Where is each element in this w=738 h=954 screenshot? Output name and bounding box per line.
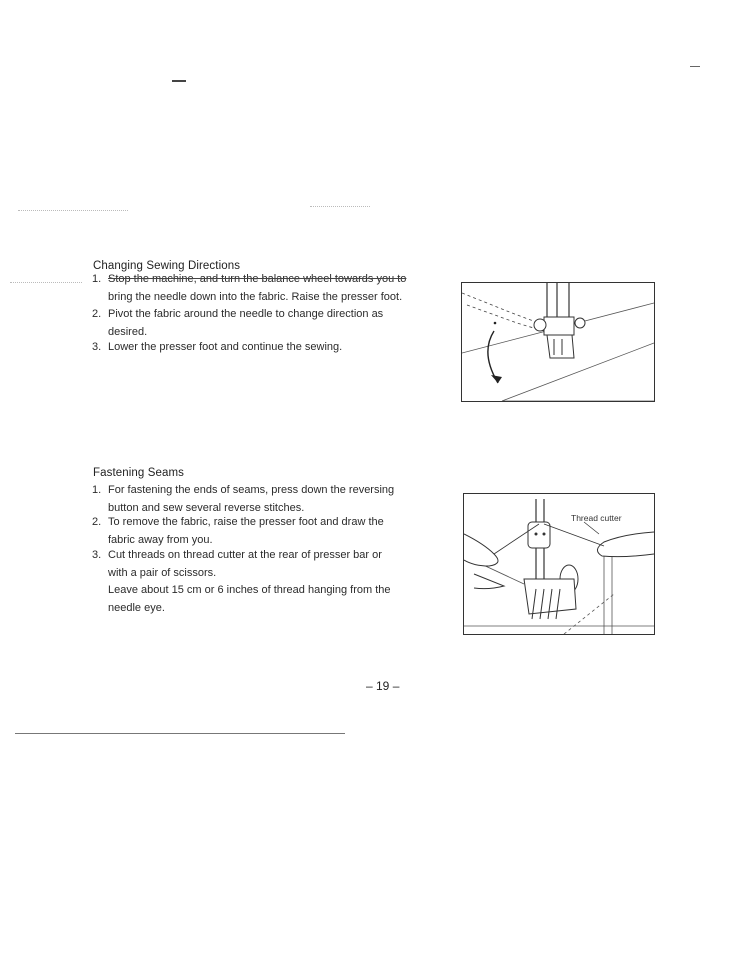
pivot-illustration xyxy=(462,283,654,401)
step-number: 2. xyxy=(92,516,102,528)
thread-cutter-illustration xyxy=(464,494,654,634)
step-text-extra: Leave about 15 cm or 6 inches of thread hanging from the xyxy=(108,584,391,596)
step-text: Pivot the fabric around the needle to change direction as xyxy=(108,308,384,320)
section-heading-fastening-seams: Fastening Seams xyxy=(93,467,184,479)
step-text: Lower the presser foot and continue the sewing. xyxy=(108,341,343,353)
step-text-cont: button and sew several reverse stitches. xyxy=(108,501,305,514)
step-text-cont: fabric away from you. xyxy=(108,533,213,546)
step-1 xyxy=(92,271,432,306)
step-2 xyxy=(92,306,432,341)
figure-thread-cutter xyxy=(463,493,655,635)
step-3 xyxy=(92,547,432,617)
step-text: Cut threads on thread cutter at the rear of presser bar or xyxy=(108,549,382,561)
section-heading-changing-directions: Changing Sewing Directions xyxy=(93,260,241,272)
step-text: To remove the fabric, raise the presser foot and draw the xyxy=(108,516,384,528)
step-text-cont: bring the needle down into the fabric. Raise the presser foot. xyxy=(108,290,403,303)
step-text-extra: needle eye. xyxy=(108,601,165,614)
scan-mark xyxy=(172,80,186,82)
step-number: 1. xyxy=(92,484,102,496)
scan-artifact xyxy=(18,210,128,211)
scan-line xyxy=(15,733,345,734)
step-number: 3. xyxy=(92,549,102,561)
step-text-cont: desired. xyxy=(108,325,148,338)
scan-line xyxy=(10,282,82,283)
figure-pivot-fabric xyxy=(461,282,655,402)
step-text: Stop the machine, and turn the balance wheel towards you to xyxy=(108,273,407,285)
step-number: 1. xyxy=(92,273,102,285)
scan-artifact xyxy=(310,206,370,207)
step-number: 3. xyxy=(92,341,102,353)
step-1 xyxy=(92,482,432,517)
step-2 xyxy=(92,514,432,549)
scan-mark xyxy=(690,66,700,67)
step-text: For fastening the ends of seams, press down the reversing xyxy=(108,484,395,496)
step-3 xyxy=(92,339,432,357)
step-number: 2. xyxy=(92,308,102,320)
thread-cutter-label: Thread cutter xyxy=(571,513,622,523)
step-text-cont: with a pair of scissors. xyxy=(108,566,217,579)
page-number: – 19 – xyxy=(366,679,400,693)
